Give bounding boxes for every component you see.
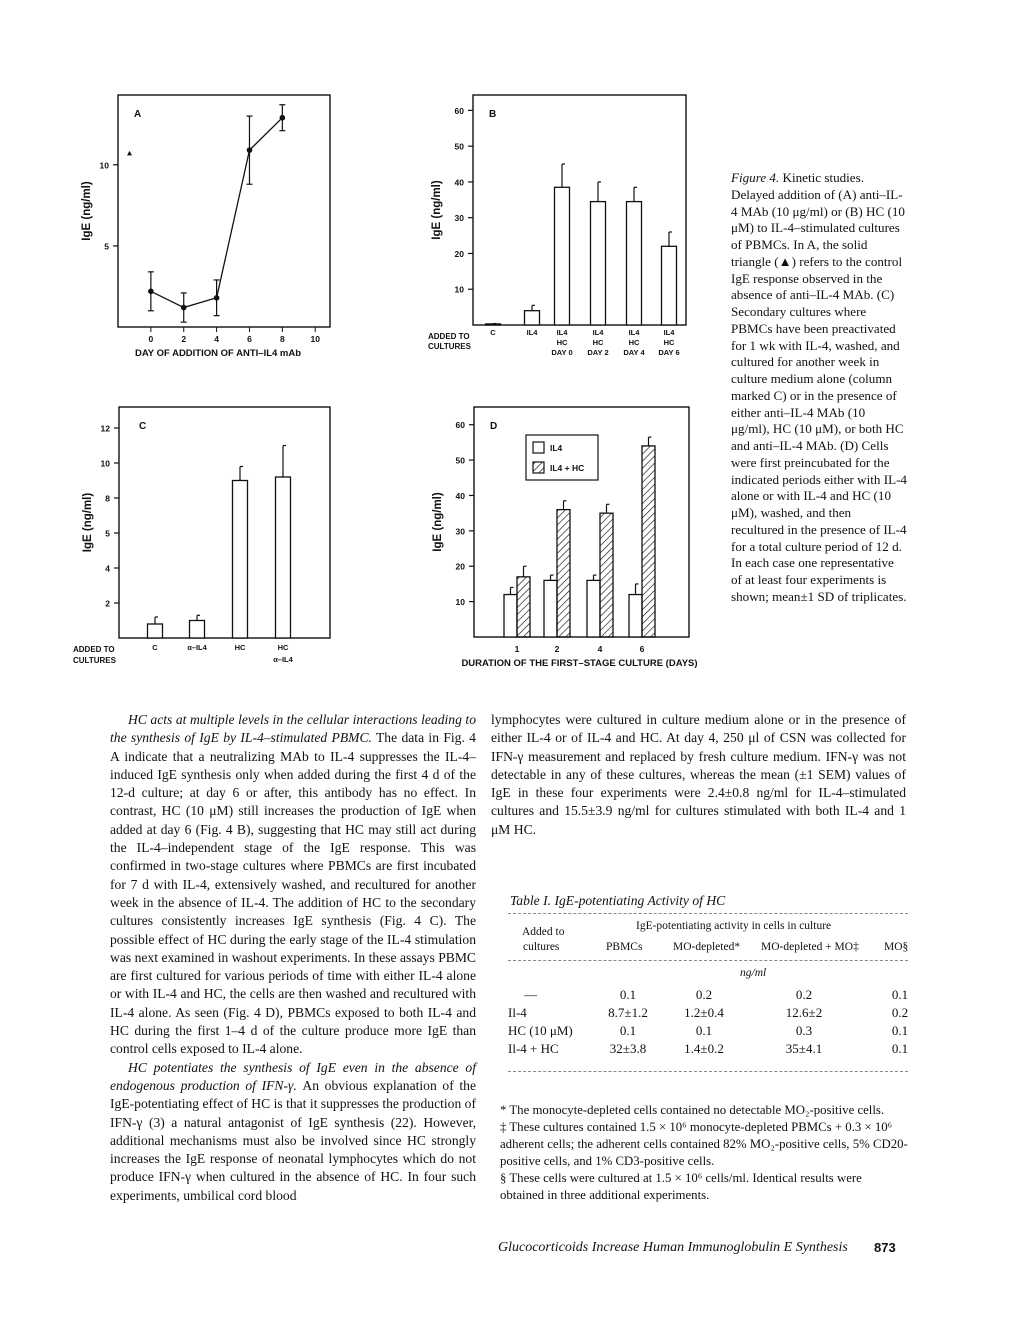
y-tick-label: 10 [99, 160, 109, 171]
bar [662, 246, 677, 325]
table-cell: 1.4±0.2 [684, 1041, 724, 1056]
category-label: HC [556, 338, 568, 347]
column-header: PBMCs [606, 941, 643, 953]
y-tick-label: 30 [455, 526, 465, 537]
category-label: IL4 [663, 328, 675, 337]
y-tick-label: 5 [105, 528, 110, 539]
table-rule [508, 1071, 908, 1072]
x-axis-label: DAY OF ADDITION OF ANTI–IL4 mAb [134, 348, 302, 359]
x-tick-label: 4 [597, 644, 603, 654]
category-label: C [152, 643, 158, 652]
bar [591, 202, 606, 325]
table-cell: 0.1 [619, 987, 637, 1002]
table-1 [508, 913, 908, 1072]
y-tick-label: 20 [455, 561, 465, 572]
table-footnotes [500, 1102, 908, 1204]
category-label: IL4 [592, 328, 604, 337]
bar-il4-hc [517, 577, 530, 637]
bar-il4 [587, 580, 600, 637]
bar [276, 477, 291, 638]
table-row [508, 1005, 908, 1023]
x-tick-label: 2 [554, 644, 560, 654]
x-tick-label: 2 [181, 334, 187, 344]
data-line [151, 118, 282, 308]
row-label: Il-4 [508, 1005, 527, 1020]
category-label: HC [628, 338, 640, 347]
y-axis-label: IgE (ng/ml) [432, 492, 444, 552]
group-header: IgE-potentiating activity in cells in culture [636, 920, 832, 932]
y-tick-label: 4 [105, 563, 110, 574]
paragraph: lymphocytes were cultured in culture medium alone or in the presence of either IL-4 or of IL-4 and HC. At day 4, 250 μl of CSN was collected for IFN-γ measurement and replaced by fresh culture medium. IFN-γ was not detectable in any of these cultures, whereas the mean (±1 SEM) values of IgE in these four experiments were 2.4±0.8 ng/ml for IL-4–stimulated cultures and 15.5±3.9 ng/ml for cultures stimulated with both IL-4 and 1 μM HC. [491, 712, 906, 837]
y-tick-label: 40 [455, 490, 465, 501]
table-cell: 0.3 [795, 1023, 813, 1038]
category-label: C [490, 328, 496, 337]
bar [525, 311, 540, 325]
category-label: IL4 [628, 328, 640, 337]
caption-label: Figure 4. [731, 170, 780, 185]
row-label: HC (10 μM) [508, 1023, 573, 1038]
bar [627, 202, 642, 325]
y-tick-label: 10 [454, 284, 464, 295]
category-label: DAY 6 [658, 348, 680, 357]
legend-swatch [533, 442, 544, 453]
table-cell: 0.2 [795, 987, 813, 1002]
legend-label: IL4 [550, 443, 563, 453]
bar-il4 [504, 595, 517, 637]
row-label: ADDED TO [73, 645, 115, 654]
bar-il4 [629, 595, 642, 637]
units-row [508, 961, 908, 987]
y-tick-label: 12 [100, 423, 110, 434]
y-tick-label: 20 [454, 248, 464, 259]
footnote: § These cells were cultured at 1.5 × 10⁶ cells/ml. Identical results were obtained in three additional experiments. [500, 1171, 862, 1202]
units-label: ng/ml [740, 967, 767, 979]
bar-il4 [544, 580, 557, 637]
bar [148, 624, 163, 638]
column-header: MO§ [884, 941, 909, 953]
y-tick-label: 60 [455, 420, 465, 431]
y-tick-label: 10 [100, 458, 110, 469]
table-row [508, 1041, 908, 1059]
y-tick-label: 2 [105, 598, 110, 609]
x-tick-label: 1 [514, 644, 520, 654]
y-tick-label: 60 [454, 105, 464, 116]
row-label: — [524, 987, 537, 1002]
data-point [214, 295, 220, 301]
category-label: HC [592, 338, 604, 347]
column-header: MO-depleted* [673, 941, 741, 953]
x-tick-label: 10 [310, 334, 320, 344]
table-row [508, 1023, 908, 1041]
bar-il4-hc [557, 510, 570, 637]
y-axis-label: IgE (ng/ml) [82, 492, 94, 553]
category-label: α–IL4 [273, 655, 293, 664]
row-label: ADDED TO [428, 332, 470, 341]
category-label: IL4 [526, 328, 538, 337]
category-label: HC [663, 338, 675, 347]
control-triangle-marker [127, 151, 132, 156]
y-tick-label: 10 [455, 597, 465, 608]
bar [555, 187, 570, 325]
table-cell: 1.2±0.4 [684, 1005, 724, 1020]
category-label: DAY 4 [623, 348, 645, 357]
left-column [110, 711, 476, 1205]
table-title: Table I. IgE-potentiating Activity of HC [510, 893, 726, 908]
x-tick-label: 4 [214, 334, 219, 344]
y-axis-label: IgE (ng/ml) [431, 180, 443, 240]
row-label: CULTURES [428, 342, 471, 351]
table-cell: 0.2 [695, 987, 713, 1002]
paragraph [110, 711, 476, 1059]
y-tick-label: 50 [455, 455, 465, 466]
y-tick-label: 5 [104, 241, 109, 252]
panel-label: A [134, 109, 142, 120]
plot-frame [473, 95, 686, 325]
running-title: Glucocorticoids Increase Human Immunoglobulin E Synthesis [498, 1240, 848, 1255]
panel-label: C [139, 421, 147, 432]
paragraph-heading: HC acts at multiple levels in the cellular interactions leading to the synthesis of IgE by IL-4–stimulated PBMC. [110, 712, 476, 746]
table-row [508, 987, 908, 1005]
category-label: α–IL4 [187, 643, 207, 652]
table-cell: 32±3.8 [609, 1041, 647, 1056]
legend-swatch [533, 462, 544, 473]
data-point [181, 305, 187, 311]
y-tick-label: 40 [454, 177, 464, 188]
bar-il4-hc [600, 513, 613, 637]
table-cell: 35±4.1 [785, 1041, 823, 1056]
x-tick-label: 6 [639, 644, 645, 654]
footnote: * The monocyte-depleted cells contained no detectable MO₂-positive cells. [500, 1103, 885, 1117]
category-label: HC [277, 643, 289, 652]
bar [190, 621, 205, 639]
data-point [280, 115, 286, 121]
x-tick-label: 8 [279, 334, 285, 344]
legend-label: IL4 + HC [550, 463, 585, 473]
bar [486, 324, 501, 325]
paragraph-text: The data in Fig. 4 A indicate that a neutralizing MAb to IL-4 suppresses the IL-4–induced IgE synthesis only when added during the first 4 d of the 12-d culture; at day 6 or after, this antibody has no effect. In contrast, HC (10 μM) still increases the production of IgE when added at day 6 (Fig. 4 B), suggesting that HC may still act during the IL-4–independent stage of the IgE response. This was confirmed in two-stage cultures where PBMCs are first incubated for 7 d with IL-4, extensively washed, and recultured for another week in the absence of IL-4. The addition of HC to the secondary cultures consistently increases IgE synthesis (Fig. 4 C). The possible effect of HC during the early stage of the IL-4 stimulation was next examined in washout experiments. In these assays PBMC are first cultured for various periods of time with either IL-4 alone or with IL-4 and HC, the cells are then washed and recultured with IL-4 alone. As seen (Fig. 4 D), PBMCs exposed to both IL-4 and HC during the first 1–4 d of the culture produce more IgE than control cells exposed to IL-4 alone. [110, 730, 476, 1057]
row-header: Added to [522, 926, 565, 938]
table-header [508, 914, 909, 953]
paragraph [110, 1059, 476, 1205]
table-body [508, 987, 908, 1059]
plot-frame [119, 407, 330, 638]
bar-il4-hc [642, 446, 655, 637]
panel-label: D [490, 421, 498, 432]
table-cell: 12.6±2 [785, 1005, 823, 1020]
paragraph-text: An obvious explanation of the IgE-potentiating effect of HC is that it suppresses the production of IFN-γ (3) a natural antagonist of IgE synthesis (22). However, additional mechanisms must also be involved since HC strongly increases the IgE response of neonatal lymphocytes which do not produce IFN-γ when cultured in the absence of HC. In four such experiments, umbilical cord blood [110, 1077, 476, 1203]
table-cell: 0.1 [619, 1023, 637, 1038]
table-cell: 0.1 [891, 1041, 909, 1056]
y-tick-label: 50 [454, 141, 464, 152]
y-axis-label: IgE (ng/ml) [81, 181, 93, 241]
column-header: MO-depleted + MO‡ [761, 941, 859, 953]
x-tick-label: 6 [247, 334, 252, 344]
category-label: DAY 0 [551, 348, 573, 357]
caption-text: Kinetic studies. Delayed addition of (A) anti–IL-4 MAb (10 μg/ml) or (B) HC (10 μM) to IL-4–stimulated cultures of PBMCs. In A, the solid triangle (▲) refers to the control IgE response observed in the absence of anti–IL-4 MAb. (C) Secondary cultures where PBMCs have been preactivated for 1 wk with IL-4, washed, and cultured for another week in culture medium alone (column marked C) or in the presence of either anti–IL-4 MAb (10 μg/ml), HC (10 μM), or both HC and anti–IL-4 MAb. (D) Cells were first preincubated for the indicated periods either with IL-4 alone or with IL-4 and HC (10 μM), washed, and then recultured in the presence of IL-4 for a total culture period of 12 d. In each case one representative of at least four experiments is shown; mean±1 SD of triplicates. [731, 170, 907, 604]
paragraph-heading: HC potentiates the synthesis of IgE even in the absence of endogenous production of IFN-γ. [110, 1059, 476, 1093]
data-point [148, 289, 154, 295]
category-label: IL4 [556, 328, 568, 337]
x-tick-label: 0 [148, 334, 154, 344]
category-label: HC [234, 643, 246, 652]
row-label: Il-4 + HC [508, 1041, 559, 1056]
row-header: cultures [523, 941, 560, 953]
table-cell: 0.1 [891, 1023, 909, 1038]
row-label: CULTURES [73, 656, 116, 665]
footnote: ‡ These cultures contained 1.5 × 10⁶ monocyte-depleted PBMCs + 0.3 × 10⁶ adherent cells; the adherent cells contained 82% MO₂-positive cells, 5% CD20-positive cells, and 1% CD3-positive cells. [500, 1120, 908, 1168]
x-axis-label: DURATION OF THE FIRST–STAGE CULTURE (DAYS) [461, 658, 698, 669]
table-cell: 8.7±1.2 [608, 1005, 648, 1020]
table-cell: 0.1 [891, 987, 909, 1002]
right-column [491, 711, 906, 839]
bar [233, 481, 248, 639]
y-tick-label: 8 [105, 493, 110, 504]
figure-caption [731, 170, 907, 606]
panel-label: B [489, 109, 497, 120]
table-cell: 0.1 [695, 1023, 713, 1038]
table-cell: 0.2 [891, 1005, 909, 1020]
category-label: DAY 2 [587, 348, 609, 357]
page-number: 873 [874, 1240, 896, 1255]
data-point [247, 147, 253, 153]
y-tick-label: 30 [454, 213, 464, 224]
